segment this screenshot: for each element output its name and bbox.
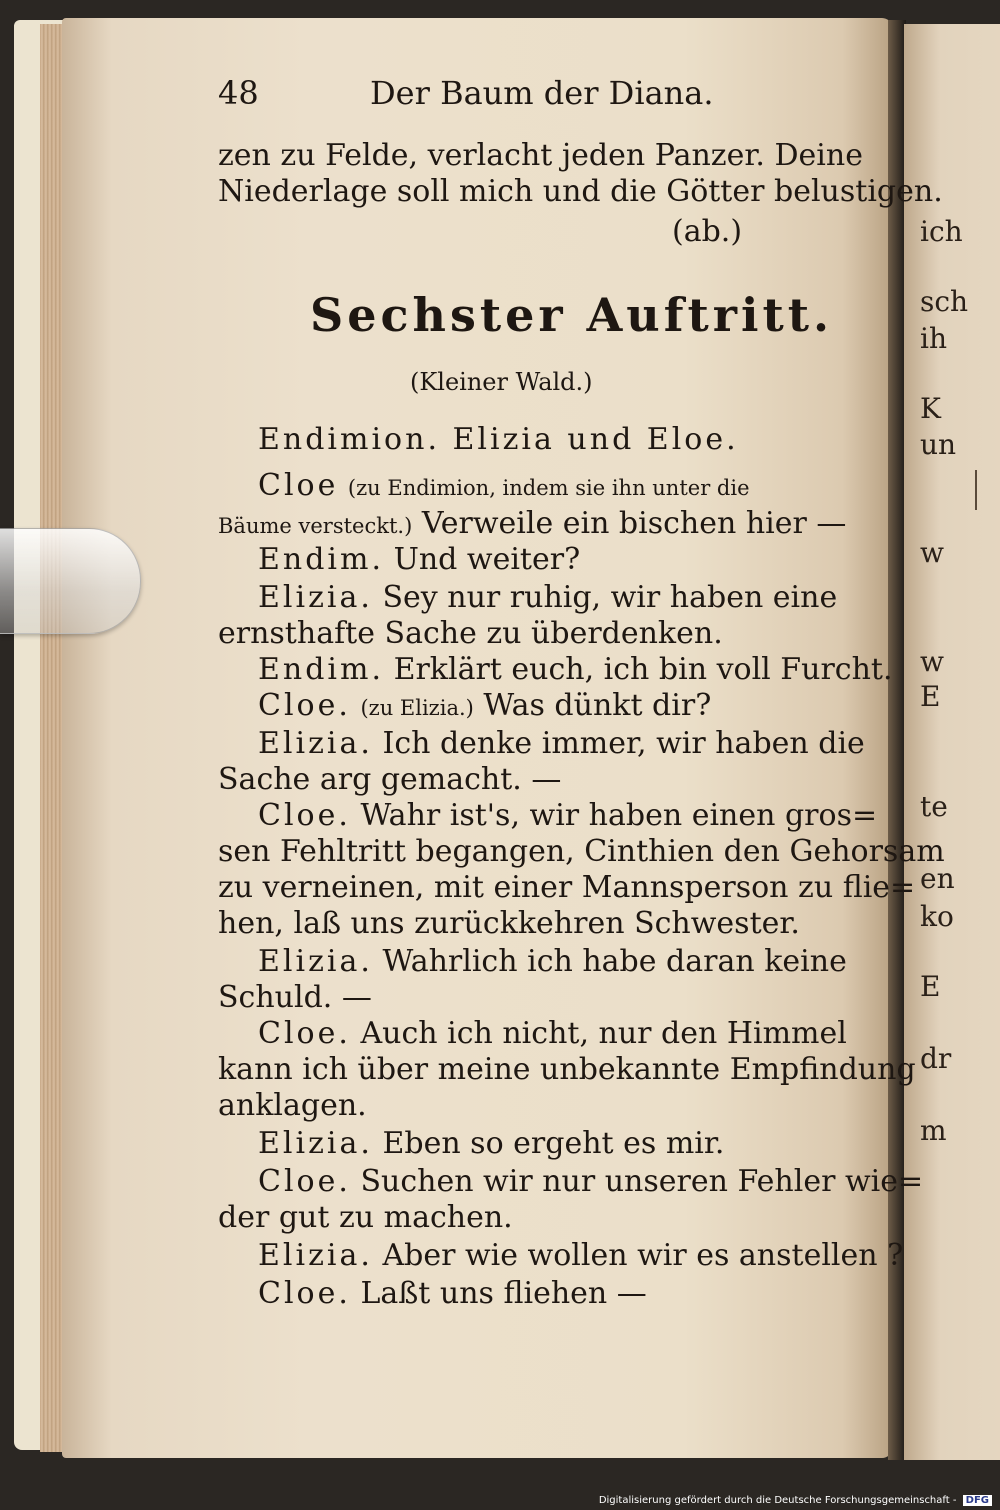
right-page-fragment: ih — [920, 322, 947, 355]
text-line: sen Fehltritt begangen, Cinthien den Gehorsam — [218, 834, 945, 869]
stage-direction: (zu Elizia.) — [360, 696, 474, 720]
speaker-name: Elizia. — [258, 580, 373, 615]
dialogue-text: Auch ich nicht, nur den Himmel — [360, 1016, 847, 1051]
dialogue-line — [258, 580, 837, 615]
text-line: kann ich über meine unbekannte Empfindung — [218, 1052, 916, 1087]
stage-direction: (ab.) — [672, 214, 743, 249]
stage-direction: (zu Endimion, indem sie ihn unter die — [347, 476, 750, 500]
character-list: Endimion. Elizia und Eloe. — [258, 422, 739, 457]
dialogue-line — [218, 506, 846, 541]
dialogue-text: Verweile ein bischen hier — — [421, 506, 847, 541]
dialogue-text: Was dünkt dir? — [483, 688, 712, 723]
dialogue-text: Aber wie wollen wir es anstellen ? — [382, 1238, 904, 1273]
scene-setting: (Kleiner Wald.) — [410, 368, 593, 396]
speaker-name: Cloe. — [258, 1164, 351, 1199]
speaker-name: Elizia. — [258, 944, 373, 979]
page-number: 48 — [218, 74, 259, 112]
right-page-fragment: te — [920, 790, 948, 823]
right-page-fragment: w — [920, 645, 944, 678]
dialogue-text: Laßt uns fliehen — — [360, 1276, 647, 1311]
right-page-fragment: ich — [920, 215, 963, 248]
speaker-name: Cloe. — [258, 798, 351, 833]
right-page-fragment: sch — [920, 285, 969, 318]
text-line: Schuld. — — [218, 980, 372, 1015]
dialogue-text: Wahr ist's, wir haben einen gros= — [360, 798, 878, 833]
speaker-name: Cloe. — [258, 1276, 351, 1311]
dialogue-line — [258, 798, 877, 833]
scene-title: Sechster Auftritt. — [310, 288, 833, 342]
right-page-fragment: w — [920, 536, 944, 569]
plastic-page-clip — [0, 528, 141, 634]
right-page-fragment: en — [920, 862, 955, 895]
right-page-fragment: K — [920, 392, 941, 425]
dialogue-text: Und weiter? — [393, 542, 581, 577]
speaker-name: Elizia. — [258, 726, 373, 761]
speaker-name: Elizia. — [258, 1126, 373, 1161]
dialogue-line — [258, 1016, 847, 1051]
text-line: anklagen. — [218, 1088, 367, 1123]
dialogue-line — [258, 1238, 903, 1273]
running-title: Der Baum der Diana. — [370, 74, 714, 112]
speaker-name: Elizia. — [258, 1238, 373, 1273]
text-line: Niederlage soll mich und die Götter belustigen. — [218, 174, 943, 209]
right-page-fragment: un — [920, 428, 957, 461]
dialogue-text: Wahrlich ich habe daran keine — [382, 944, 847, 979]
stage-direction: Bäume versteckt.) — [218, 514, 413, 538]
dialogue-line — [258, 1276, 647, 1311]
text-line: der gut zu machen. — [218, 1200, 513, 1235]
right-page-fragment: E — [920, 970, 941, 1003]
speaker-name: Cloe. — [258, 1016, 351, 1051]
speaker-name: Cloe. — [258, 688, 351, 723]
dialogue-line — [258, 1164, 923, 1199]
dialogue-text: Erklärt euch, ich bin voll Furcht. — [393, 652, 893, 687]
right-page-fragment: m — [920, 1114, 947, 1147]
speaker-name: Endim. — [258, 652, 385, 687]
digitization-credit — [599, 1495, 992, 1506]
dfg-logo: DFG — [963, 1495, 992, 1506]
dialogue-text: Ich denke immer, wir haben die — [382, 726, 865, 761]
dialogue-line — [258, 652, 893, 687]
dialogue-line — [258, 726, 865, 761]
text-line: Sache arg gemacht. — — [218, 762, 562, 797]
dialogue-line — [258, 1126, 724, 1161]
right-page-mark — [975, 470, 977, 510]
speaker-name: Cloe — [258, 468, 339, 503]
dialogue-line — [258, 468, 750, 503]
text-line: zen zu Felde, verlacht jeden Panzer. Deine — [218, 138, 863, 173]
dialogue-text: Suchen wir nur unseren Fehler wie= — [360, 1164, 924, 1199]
dialogue-text: Sey nur ruhig, wir haben eine — [382, 580, 838, 615]
text-line: ernsthafte Sache zu überdenken. — [218, 616, 723, 651]
right-page-fragment: dr — [920, 1042, 952, 1075]
credit-text: Digitalisierung gefördert durch die Deutsche Forschungsgemeinschaft - — [598, 1495, 957, 1506]
right-page-fragment: E — [920, 680, 941, 713]
dialogue-line — [258, 944, 847, 979]
text-line: zu verneinen, mit einer Mannsperson zu flie= — [218, 870, 916, 905]
text-line: hen, laß uns zurückkehren Schwester. — [218, 906, 800, 941]
dialogue-line — [258, 542, 580, 577]
dialogue-line — [258, 688, 711, 723]
dialogue-text: Eben so ergeht es mir. — [382, 1126, 725, 1161]
right-page-fragment: ko — [920, 900, 954, 933]
speaker-name: Endim. — [258, 542, 385, 577]
